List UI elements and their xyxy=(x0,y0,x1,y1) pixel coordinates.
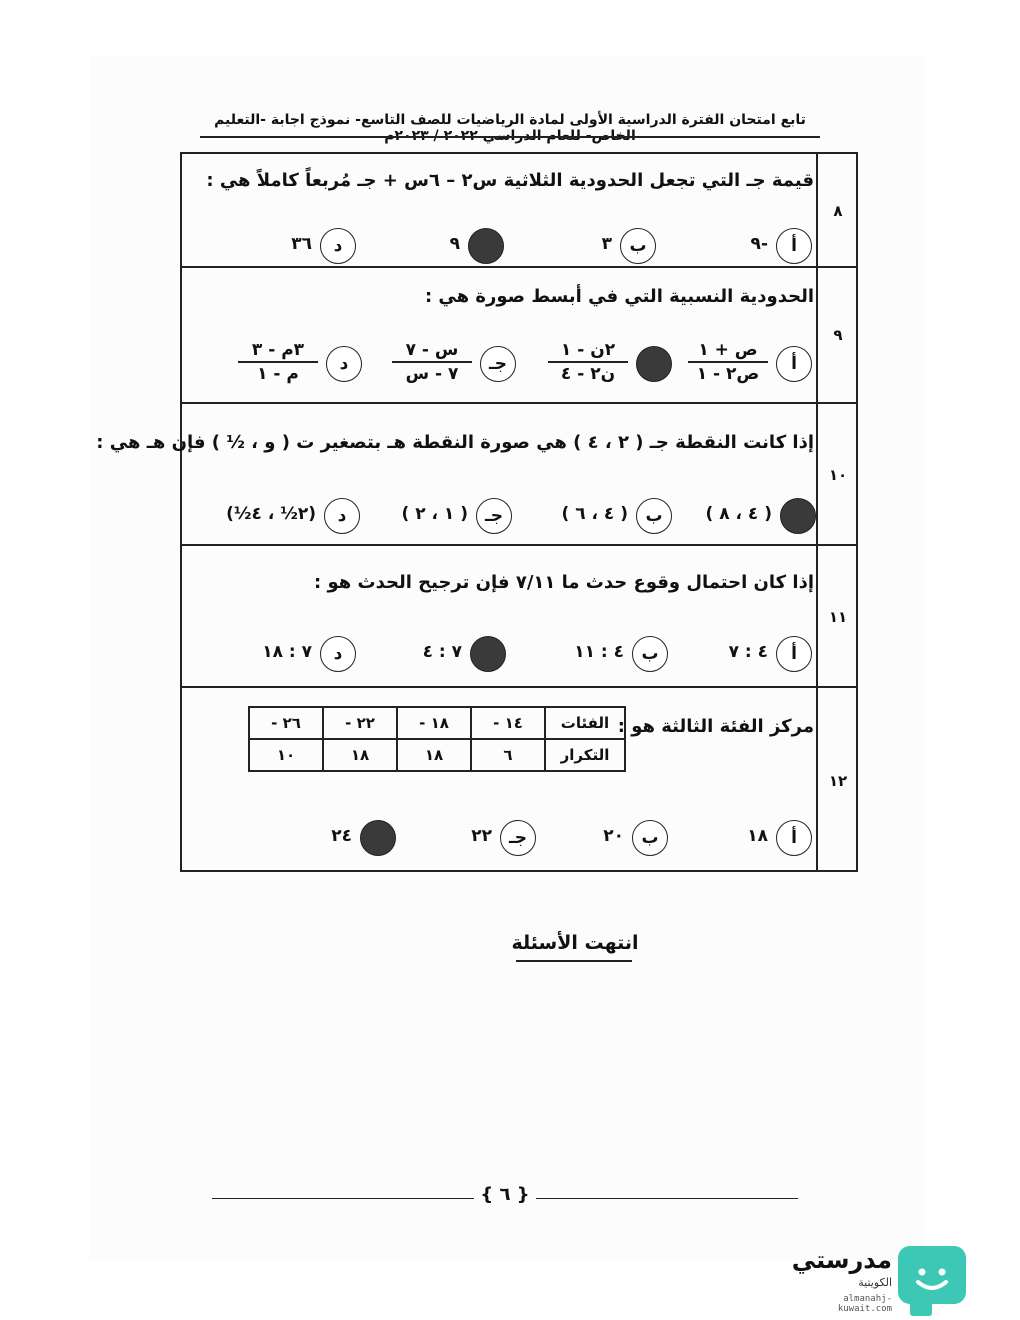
option-d[interactable] xyxy=(256,820,396,856)
fraction-denominator: ن٢ - ٤ xyxy=(560,364,616,384)
option-value: ١٨ xyxy=(747,826,768,846)
fraction-numerator: س - ٧ xyxy=(392,340,472,363)
logo-subtitle: الكويتية xyxy=(858,1276,892,1289)
option-letter: أ xyxy=(776,636,812,672)
option-letter: جـ xyxy=(468,228,504,264)
option-value: ( ٤ ، ٨ ) xyxy=(705,504,772,524)
option-c[interactable] xyxy=(356,636,506,672)
option-d[interactable] xyxy=(206,636,356,672)
end-underline xyxy=(516,960,632,962)
table-cell: ١٨ - xyxy=(397,707,471,739)
frequency-table xyxy=(248,706,626,772)
option-value: ٣ xyxy=(601,234,612,254)
question-number: ١٢ xyxy=(828,772,848,790)
option-letter: ب xyxy=(632,636,668,672)
header-rule xyxy=(200,136,820,138)
option-b[interactable] xyxy=(522,498,672,534)
fraction-numerator: ص + ١ xyxy=(688,340,768,363)
footer-rule-right xyxy=(536,1198,798,1199)
flag-icon xyxy=(910,1300,932,1316)
smile-icon xyxy=(898,1246,966,1304)
logo-name: مدرستي xyxy=(791,1246,892,1274)
option-d[interactable] xyxy=(216,228,356,264)
option-fraction xyxy=(392,340,472,384)
question-number-cell xyxy=(816,688,856,872)
question-row-9 xyxy=(182,268,856,404)
option-value: ( ١ ، ٢ ) xyxy=(401,504,468,524)
fraction-numerator: ٣م - ٣ xyxy=(238,340,318,363)
option-b[interactable] xyxy=(522,340,672,384)
questions-table xyxy=(96,152,858,872)
question-number: ١٠ xyxy=(828,466,848,484)
option-fraction xyxy=(238,340,318,384)
table-cell: ١٨ xyxy=(323,739,397,771)
option-letter: د xyxy=(320,636,356,672)
option-value: ( ٤ ، ٦ ) xyxy=(561,504,628,524)
option-letter: ب xyxy=(636,498,672,534)
option-letter: أ xyxy=(780,498,816,534)
option-letter: د xyxy=(324,498,360,534)
question-row-10 xyxy=(96,404,856,546)
option-value: ٣٦ xyxy=(291,234,312,254)
question-row-8 xyxy=(182,154,856,268)
table-cell: ١٠ xyxy=(249,739,323,771)
option-letter: د xyxy=(326,346,362,382)
option-letter: أ xyxy=(776,346,812,382)
option-letter: جـ xyxy=(470,636,506,672)
fraction-denominator: م - ١ xyxy=(257,364,299,384)
option-value: (٢½ ، ٤½) xyxy=(226,504,316,524)
table-cell: ١٨ xyxy=(397,739,471,771)
option-a[interactable] xyxy=(672,820,812,856)
table-header-cell: الفئات xyxy=(545,707,625,739)
logo-mark-icon xyxy=(898,1246,966,1304)
logo-url: almanahj-kuwait.com xyxy=(837,1294,892,1314)
option-d[interactable] xyxy=(210,498,360,534)
question-text: الحدودية النسبية التي في أبسط صورة هي : xyxy=(424,286,814,307)
page-number: { ٦ } xyxy=(480,1184,530,1205)
option-b[interactable] xyxy=(528,820,668,856)
table-row xyxy=(249,707,625,739)
option-c[interactable] xyxy=(366,340,516,384)
option-value: ٢٢ xyxy=(471,826,492,846)
option-value: ٧ : ٤ xyxy=(422,642,462,662)
question-number-cell xyxy=(816,546,856,686)
table-cell: ٦ xyxy=(471,739,545,771)
question-row-12 xyxy=(182,688,856,872)
table-header-cell: التكرار xyxy=(545,739,625,771)
option-a[interactable] xyxy=(666,498,816,534)
option-a[interactable] xyxy=(672,636,812,672)
option-c[interactable] xyxy=(364,228,504,264)
option-d[interactable] xyxy=(212,340,362,384)
option-letter: جـ xyxy=(480,346,516,382)
option-letter: جـ xyxy=(476,498,512,534)
option-c[interactable] xyxy=(396,820,536,856)
question-text: قيمة جـ التي تجعل الحدودية الثلاثية س٢ – ٦س + جـ مُربعاً كاملاً هي : xyxy=(206,170,814,191)
option-value: ٢٤ xyxy=(331,826,352,846)
question-text: إذا كان احتمال وقوع حدث ما ٧/١١ فإن ترجيح الحدث هو : xyxy=(313,572,814,593)
question-number-cell xyxy=(816,154,856,266)
option-a[interactable] xyxy=(672,228,812,264)
footer-rule-left xyxy=(212,1198,474,1199)
question-row-11 xyxy=(182,546,856,688)
option-letter: ب xyxy=(636,346,672,382)
fraction-numerator: ٢ن - ١ xyxy=(548,340,628,363)
option-b[interactable] xyxy=(518,636,668,672)
question-text: إذا كانت النقطة جـ ( ٢ ، ٤ ) هي صورة النقطة هـ بتصغير ت ( و ، ½ ) فإن هـ هي : xyxy=(96,432,814,453)
option-value: ٤ : ١١ xyxy=(574,642,624,662)
question-number-cell xyxy=(816,268,856,402)
option-c[interactable] xyxy=(362,498,512,534)
table-cell: ٢٢ - xyxy=(323,707,397,739)
option-letter: ب xyxy=(632,820,668,856)
fraction-denominator: ٧ - س xyxy=(405,364,459,384)
option-value: ٧ : ١٨ xyxy=(262,642,312,662)
option-fraction xyxy=(548,340,628,384)
option-value: ٢٠ xyxy=(603,826,624,846)
question-number: ٩ xyxy=(833,326,843,344)
option-value: ٩ xyxy=(449,234,460,254)
option-letter: أ xyxy=(776,820,812,856)
option-letter: ب xyxy=(620,228,656,264)
option-value: -٩ xyxy=(750,234,768,254)
option-value: ٤ : ٧ xyxy=(728,642,768,662)
table-row xyxy=(249,739,625,771)
question-number: ٨ xyxy=(833,202,843,220)
option-fraction xyxy=(688,340,768,384)
question-text: مركز الفئة الثالثة هو : xyxy=(617,716,814,737)
option-letter: جـ xyxy=(500,820,536,856)
table-cell: ١٤ - xyxy=(471,707,545,739)
option-b[interactable] xyxy=(516,228,656,264)
table-cell: ٢٦ - xyxy=(249,707,323,739)
page-header: تابع امتحان الفترة الدراسية الأولى لمادة الرياضيات للصف التاسع- نموذج اجابة -التعليم الخاص- للعام الدراسي ٢٠٢٢ / ٢٠٢٣م xyxy=(214,112,806,144)
fraction-denominator: ص٢ - ١ xyxy=(696,364,760,384)
option-letter: د xyxy=(360,820,396,856)
question-number: ١١ xyxy=(828,608,848,626)
option-a[interactable] xyxy=(672,340,812,384)
option-letter: د xyxy=(320,228,356,264)
question-number-cell xyxy=(816,404,856,544)
end-of-questions: انتهت الأسئلة xyxy=(511,932,639,954)
option-letter: أ xyxy=(776,228,812,264)
